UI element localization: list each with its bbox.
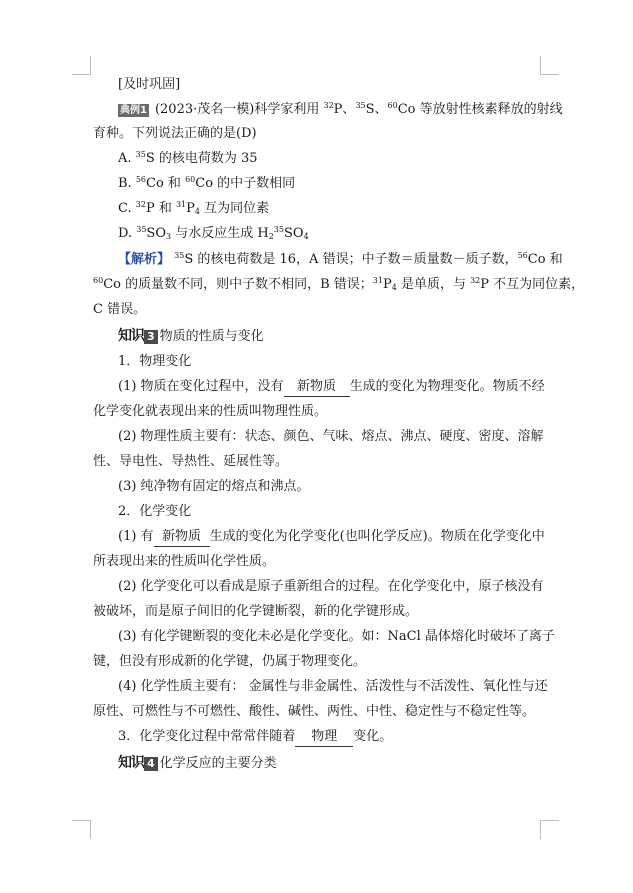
s3-p5-line-1: (2) 化学变化可以看成是原子重新组合的过程。在化学变化中，原子核没有 [118,579,544,594]
s3-p8: 3．化学变化过程中常常伴随着 物理 变化。 [118,728,548,747]
s3-heading-2: 2．化学变化 [118,504,192,519]
s3-heading-1: 1．物理变化 [118,354,192,369]
corner-mark-top-right [540,56,559,75]
option-a[interactable]: A. $^{35}$S 的核电荷数为 35 [118,150,258,166]
example-tag: 典例1 [120,105,147,116]
section-3-prefix: 知识 [118,328,144,344]
s3-p2-line-1: (2) 物理性质主要有：状态、颜色、气味、熔点、沸点、硬度、密度、溶解 [118,429,544,444]
example-question-line-2: 育种。下列说法正确的是(D) [93,126,257,141]
s3-p6-line-1: (3) 有化学键断裂的变化未必是化学变化。如：NaCl 晶体熔化时破坏了离子 [118,629,555,644]
s3-p1-line-1: (1) 物质在变化过程中，没有 新物质 生成的变化为物理变化。物质不经 [118,378,548,397]
s3-p4-line-2: 所表现出来的性质叫化学性质。 [93,554,276,569]
s3-p1-line-2: 化学变化就表现出来的性质叫物理性质。 [93,404,328,419]
blank-new-substance-1: 新物质 [284,378,350,397]
section-4-heading [118,754,548,773]
analysis-line-1: 【解析】 $^{35}$S 的核电荷数是 16，A 错误；中子数＝质量数－质子数，$^{56}$Co 和 [118,251,563,267]
section-3-number: 3 [144,330,158,344]
section-heading: [及时巩固] [118,77,181,92]
option-d[interactable]: D. $^{35}SO_3$ 与水反应生成 $H_2^{35}SO_4$ [118,225,309,241]
s3-p6-line-2: 键，但没有形成新的化学键，仍属于物理变化。 [93,654,367,669]
blank-physical: 物理 [295,728,353,747]
corner-mark-bottom-left [72,820,91,839]
s3-p3: (3) 纯净物有固定的熔点和沸点。 [118,479,310,494]
section-4-prefix: 知识 [118,755,144,771]
corner-mark-bottom-right [540,820,559,839]
analysis-line-2: $^{60}$Co 的质量数不同，则中子数不相同，B 错误；$^{31}P_4$ 是单质，与 $^{32}$P 不互为同位素， [93,276,585,292]
s3-p5-line-2: 被破坏，而是原子间旧的化学键断裂，新的化学键形成。 [93,604,419,619]
option-b[interactable]: B. $^{56}$Co 和 $^{60}$Co 的中子数相同 [118,175,296,191]
option-c[interactable]: C. $^{32}$P 和 $^{31}P_4$ 互为同位素 [118,200,270,216]
analysis-line-3: C 错误。 [93,302,147,317]
section-4-title: 化学反应的主要分类 [159,756,277,771]
analysis-tag: 【解析】 [118,252,171,267]
s3-p2-line-2: 性、导电性、导热性、延展性等。 [93,454,289,469]
blank-new-substance-2: 新物质 [154,528,210,547]
section-4-number: 4 [144,757,158,771]
section-3-title: 物质的性质与变化 [159,329,264,344]
example-question-line-1: 典例1 (2023·茂名一模)科学家利用 $^{32}$P、$^{35}$S、$^{60}$Co 等放射性核素释放的射线 [120,101,563,117]
s3-p7-line-1: (4) 化学性质主要有： 金属性与非金属性、活泼性与不活泼性、氧化性与还 [118,679,548,694]
s3-p7-line-2: 原性、可燃性与不可燃性、酸性、碱性、两性、中性、稳定性与不稳定性等。 [93,704,536,719]
example-source: (2023·茂名一模)科学家利用 [154,102,320,117]
s3-p4-line-1: (1) 有 新物质 生成的变化为化学变化(也叫化学反应)。物质在化学变化中 [118,528,548,547]
section-3-heading [118,327,548,346]
corner-mark-top-left [72,56,91,75]
